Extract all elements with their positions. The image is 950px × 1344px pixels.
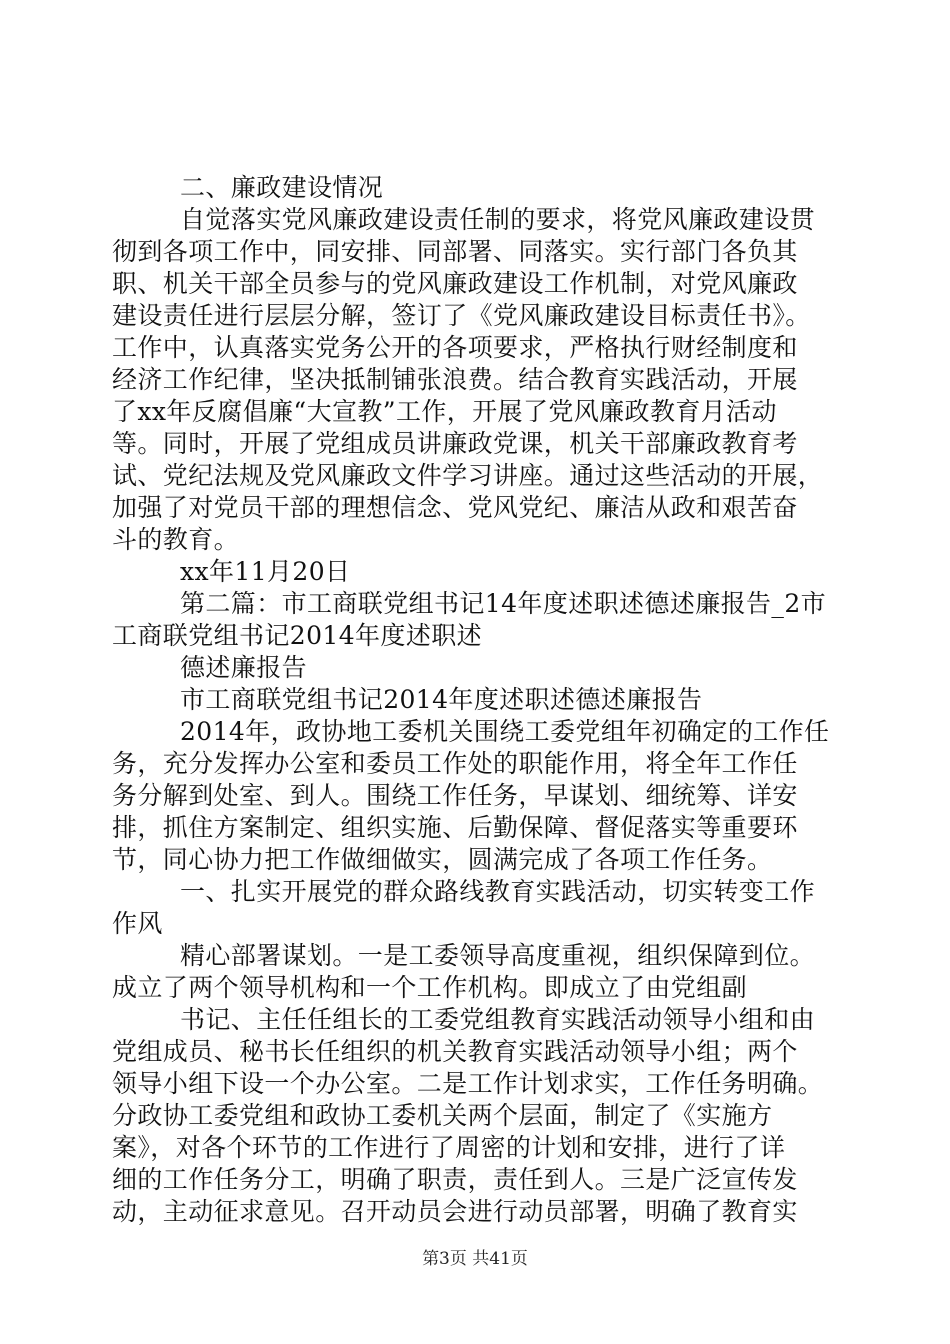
chapter-heading-continued: 德述廉报告: [180, 653, 308, 682]
paragraph-line: 排，抓住方案制定、组织实施、后勤保障、督促落实等重要环: [112, 813, 798, 842]
paragraph-line: 精心部署谋划。一是工委领导高度重视，组织保障到位。: [180, 941, 816, 970]
paragraph-line: 务，充分发挥办公室和委员工作处的职能作用，将全年工作任: [112, 749, 798, 778]
paragraph-line: 自觉落实党风廉政建设责任制的要求，将党风廉政建设贯: [180, 205, 816, 234]
chapter-heading-continued: 工商联党组书记2014年度述职述: [112, 621, 483, 650]
paragraph-line: 建设责任进行层层分解，签订了《党风廉政建设目标责任书》。: [112, 301, 811, 330]
paragraph-line: 彻到各项工作中，同安排、同部署、同落实。实行部门各负其: [112, 237, 798, 266]
paragraph-line: 领导小组下设一个办公室。二是工作计划求实，工作任务明确。: [112, 1069, 824, 1098]
page-number: 第3页 共41页: [422, 1249, 528, 1269]
chapter-heading: 第二篇：市工商联党组书记14年度述职述德述廉报告_2市: [180, 589, 827, 618]
paragraph-line: 2014年，政协地工委机关围绕工委党组年初确定的工作任: [180, 717, 830, 746]
paragraph-line: 加强了对党员干部的理想信念、党风党纪、廉洁从政和艰苦奋: [112, 493, 798, 522]
paragraph-line: 分政协工委党组和政协工委机关两个层面，制定了《实施方: [112, 1101, 773, 1130]
paragraph-line: 经济工作纪律，坚决抵制铺张浪费。结合教育实践活动，开展: [112, 365, 798, 394]
paragraph-line: 动，主动征求意见。召开动员会进行动员部署，明确了教育实: [112, 1197, 798, 1226]
paragraph-line: 斗的教育。: [112, 525, 240, 554]
paragraph-line: 节，同心协力把工作做细做实，圆满完成了各项工作任务。: [112, 845, 773, 874]
paragraph-line: 等。同时，开展了党组成员讲廉政党课，机关干部廉政教育考: [112, 429, 798, 458]
section-heading-continued: 作风: [112, 909, 163, 938]
page-footer: [0, 1244, 950, 1269]
paragraph-line: 党组成员、秘书长任组织的机关教育实践活动领导小组；两个: [112, 1037, 798, 1066]
section-heading: 二、廉政建设情况: [180, 173, 384, 202]
document-body: [112, 172, 852, 1228]
date-line: xx年11月20日: [180, 557, 351, 586]
paragraph-line: 务分解到处室、到人。围绕工作任务，早谋划、细统筹、详安: [112, 781, 798, 810]
section-heading: 一、扎实开展党的群众路线教育实践活动，切实转变工作: [180, 877, 816, 906]
report-title: 市工商联党组书记2014年度述职述德述廉报告: [180, 685, 703, 714]
paragraph-line: 成立了两个领导机构和一个工作机构。即成立了由党组副: [112, 973, 748, 1002]
paragraph-line: 试、党纪法规及党风廉政文件学习讲座。通过这些活动的开展，: [112, 461, 824, 490]
paragraph-line: 工作中，认真落实党务公开的各项要求，严格执行财经制度和: [112, 333, 798, 362]
paragraph-line: 案》，对各个环节的工作进行了周密的计划和安排，进行了详: [112, 1133, 786, 1162]
paragraph-line: 细的工作任务分工，明确了职责，责任到人。三是广泛宣传发: [112, 1165, 798, 1194]
paragraph-line: 职、机关干部全员参与的党风廉政建设工作机制，对党风廉政: [112, 269, 798, 298]
paragraph-line: 书记、主任任组长的工委党组教育实践活动领导小组和由: [180, 1005, 816, 1034]
paragraph-line: 了xx年反腐倡廉“大宣教”工作，开展了党风廉政教育月活动: [112, 397, 777, 426]
